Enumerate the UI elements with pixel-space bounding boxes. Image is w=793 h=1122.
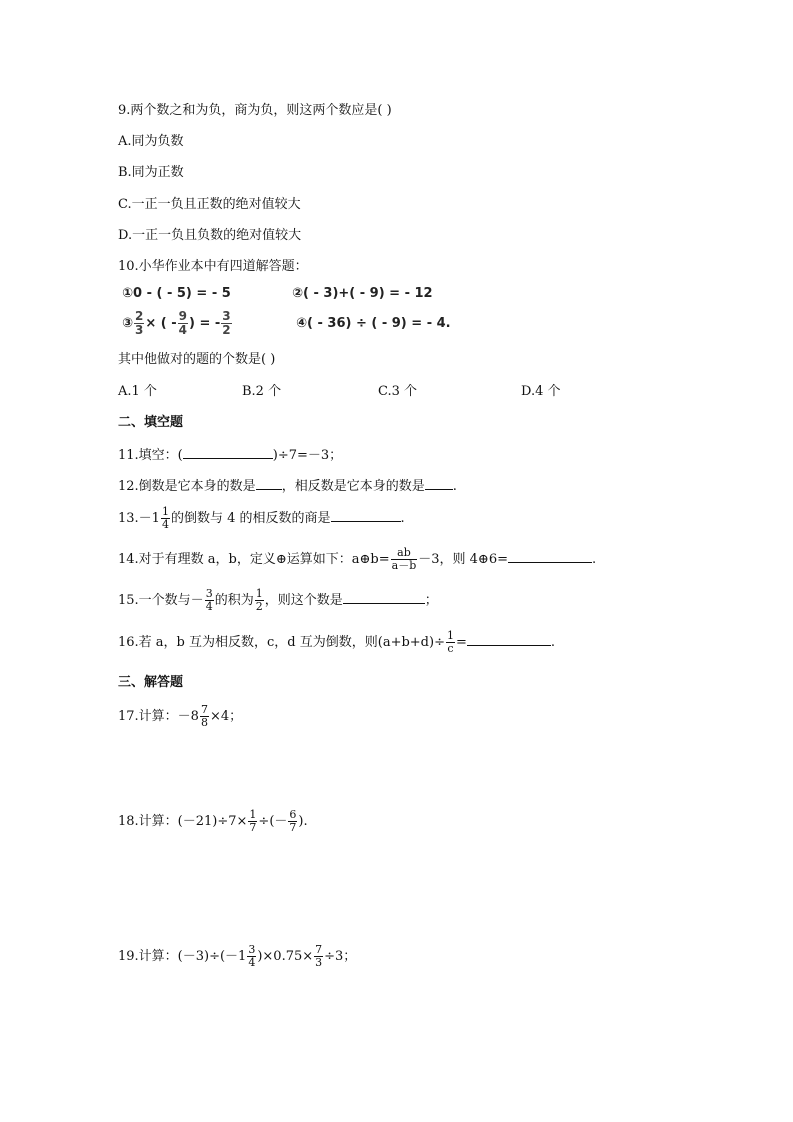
question-11 xyxy=(118,446,342,464)
question-10-equation-1: ①0 - ( - 5) = - 5 xyxy=(122,286,231,301)
q18-f2-denominator: 7 xyxy=(289,821,297,834)
q16-mid: = xyxy=(455,635,467,650)
q17-suffix: ×4； xyxy=(209,709,243,724)
q12-answer-blank-1[interactable] xyxy=(256,477,282,490)
q15-prefix: 15.一个数与－ xyxy=(118,593,204,608)
q16-denominator: c xyxy=(447,642,454,655)
q16-suffix: . xyxy=(550,635,556,650)
question-9-option-c: C.一正一负且正数的绝对值较大 xyxy=(118,197,301,212)
eq3-f2-denominator: 4 xyxy=(178,323,188,337)
question-9-option-b: B.同为正数 xyxy=(118,165,184,180)
q19-fraction-2 xyxy=(314,944,323,969)
q18-prefix: 18.计算：(－21)÷7× xyxy=(118,814,248,829)
q15-f2-numerator: 1 xyxy=(255,587,263,600)
q13-prefix: 13.－1 xyxy=(118,511,160,526)
q11-answer-blank[interactable] xyxy=(183,446,273,459)
q17-denominator: 8 xyxy=(200,716,208,729)
q16-numerator: 1 xyxy=(446,629,454,642)
q14-mid: －3，则 4⊕6= xyxy=(418,552,508,567)
q13-numerator: 1 xyxy=(161,505,169,518)
q19-prefix: 19.计算：(－3)÷(－1 xyxy=(118,949,247,964)
question-10-stem: 10.小华作业本中有四道解答题： xyxy=(118,259,308,274)
eq3-f2-numerator: 9 xyxy=(178,309,188,323)
question-10-question: 其中他做对的题的个数是( ) xyxy=(118,352,276,367)
q14-suffix: . xyxy=(591,552,597,567)
question-14 xyxy=(118,547,596,573)
eq3-f1-denominator: 3 xyxy=(135,323,144,337)
q17-numerator: 7 xyxy=(200,703,208,716)
eq3-f3-denominator: 2 xyxy=(222,323,231,337)
question-9-option-a: A.同为负数 xyxy=(118,134,184,149)
q13-fraction xyxy=(161,506,170,531)
q13-mid: 的倒数与 4 的相反数的商是 xyxy=(170,511,331,526)
question-19 xyxy=(118,944,356,970)
q16-answer-blank[interactable] xyxy=(467,633,551,646)
q18-fraction-2 xyxy=(288,809,297,834)
q18-fraction-1 xyxy=(248,809,257,834)
q15-answer-blank[interactable] xyxy=(343,591,425,604)
question-17 xyxy=(118,704,242,730)
q13-denominator: 4 xyxy=(161,518,169,531)
question-16 xyxy=(118,630,555,656)
q15-fraction-2 xyxy=(255,588,264,613)
eq3-f1-numerator: 2 xyxy=(135,309,144,323)
q15-mid-1: 的积为 xyxy=(214,593,254,608)
question-10-equation-4: ④( - 36) ÷ ( - 9) = - 4. xyxy=(296,316,451,331)
question-12 xyxy=(118,477,457,495)
q11-suffix: )÷7=－3； xyxy=(272,448,343,463)
q19-mid: )×0.75× xyxy=(257,949,314,964)
q14-numerator: ab xyxy=(391,547,418,560)
eq3-equals: ) = - xyxy=(189,316,221,331)
q19-f1-denominator: 4 xyxy=(248,956,256,969)
eq3-f3-numerator: 3 xyxy=(222,309,231,323)
question-10-equation-2: ②( - 3)+( - 9) = - 12 xyxy=(292,286,433,301)
q19-f2-numerator: 7 xyxy=(315,943,323,956)
q12-suffix: . xyxy=(452,479,457,494)
q18-mid: ÷(－ xyxy=(258,814,288,829)
q12-mid: ，相反数是它本身的数是 xyxy=(281,479,425,494)
question-10-option-c: C.3 个 xyxy=(378,384,418,399)
question-10-option-d: D.4 个 xyxy=(521,384,561,399)
q19-f1-numerator: 3 xyxy=(248,943,256,956)
q15-f2-denominator: 2 xyxy=(255,600,263,613)
question-9-stem: 9.两个数之和为负，商为负，则这两个数应是( ) xyxy=(118,103,392,118)
q14-fraction xyxy=(391,547,418,572)
question-9-option-d: D.一正一负且负数的绝对值较大 xyxy=(118,228,302,243)
q17-fraction xyxy=(200,704,209,729)
section-heading-fill-in: 二、填空题 xyxy=(118,415,184,430)
q19-fraction-1 xyxy=(247,944,256,969)
q18-f2-numerator: 6 xyxy=(289,808,297,821)
question-10-option-b: B.2 个 xyxy=(242,384,282,399)
q15-suffix: ； xyxy=(424,593,438,608)
q15-fraction-1 xyxy=(205,588,214,613)
q18-f1-denominator: 7 xyxy=(249,821,257,834)
q13-suffix: . xyxy=(400,511,405,526)
q11-prefix: 11.填空：( xyxy=(118,448,183,463)
eq3-mid: × ( - xyxy=(145,316,177,331)
q19-f2-denominator: 3 xyxy=(315,956,323,969)
q18-suffix: ). xyxy=(298,814,308,829)
q15-f1-numerator: 3 xyxy=(205,587,213,600)
q16-prefix: 16.若 a，b 互为相反数，c，d 互为倒数，则(a+b+d)÷ xyxy=(118,635,445,650)
eq3-fraction-3 xyxy=(221,310,231,337)
q12-prefix: 12.倒数是它本身的数是 xyxy=(118,479,256,494)
q13-answer-blank[interactable] xyxy=(331,509,401,522)
section-heading-solve: 三、解答题 xyxy=(118,675,184,690)
question-10-equation-3 xyxy=(122,309,233,339)
question-15 xyxy=(118,588,438,614)
question-10-option-a: A.1 个 xyxy=(118,384,157,399)
eq3-prefix: ③ xyxy=(122,316,134,331)
q18-f1-numerator: 1 xyxy=(249,808,257,821)
q15-f1-denominator: 4 xyxy=(205,600,213,613)
q14-denominator: a－b xyxy=(391,559,417,572)
q14-answer-blank[interactable] xyxy=(508,550,592,563)
q15-mid-2: ，则这个数是 xyxy=(264,593,343,608)
q17-prefix: 17.计算：－8 xyxy=(118,709,199,724)
eq3-fraction-2 xyxy=(178,310,188,337)
eq3-fraction-1 xyxy=(134,310,144,337)
question-18 xyxy=(118,809,308,835)
q16-fraction xyxy=(446,630,455,655)
question-13 xyxy=(118,506,405,532)
q14-prefix: 14.对于有理数 a，b，定义⊕运算如下：a⊕b= xyxy=(118,552,390,567)
q19-suffix: ÷3； xyxy=(324,949,357,964)
q12-answer-blank-2[interactable] xyxy=(425,477,453,490)
